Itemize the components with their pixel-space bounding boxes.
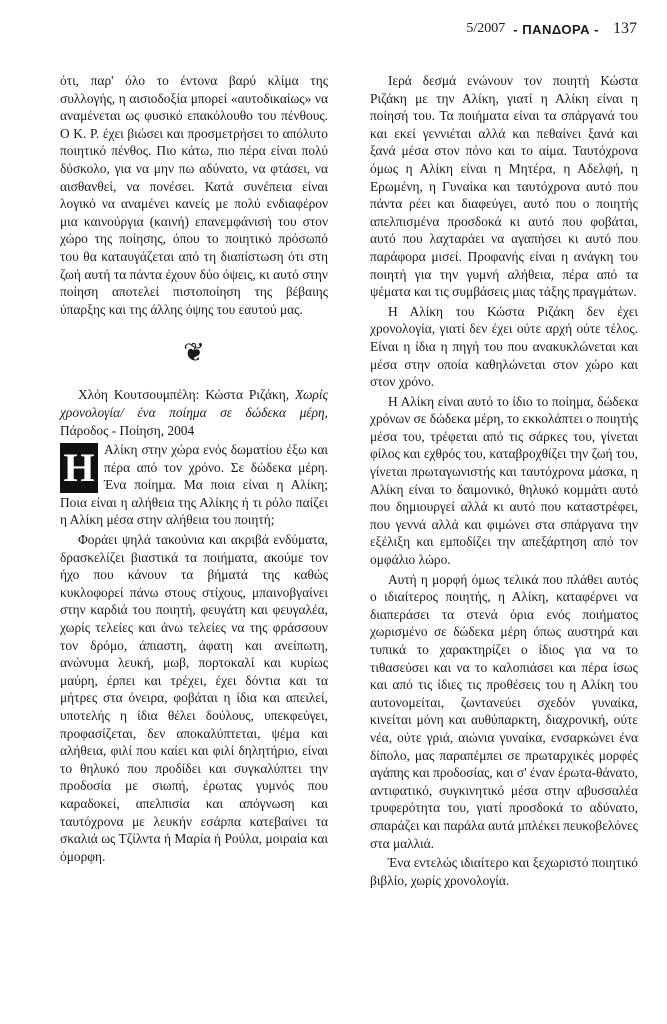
ref-title: Χωρίς χρονολογία/ ένα ποίημα σε δώδεκα μέρη, [60,387,328,420]
paragraph: ότι, παρ' όλο το έντονα βαρύ κλίμα της συλλογής, η αισιοδοξία μπορεί «αυτοδικαίως» να αναμένεται ως φυσικό επακόλουθο του πένθους. Ο Κ. Ρ. έχει βιώσει και προσμετρήσει το απόλυτο ποιητικό πένθος. Πιο κάτω, πιο πέρα είναι πολύ δύσκολο, για να μην πω αδύνατο, να φτάσει, να αισθανθεί, να πονέσει. Κατά συνέπεια είναι λογικό να αναμένει κανείς με πολύ ενδιαφέρον μια καινούργια (καινή) επανεμφάνισή του στον χώρο της ποίησης, όπου το ποιητικό πρόσωπό του θα καταυγάζεται από τη διαπίστωση ότι στη ζωή αυτή τα πάντα έχουν δύο όψεις, κι αυτό στην ποίηση αποτελεί πιστοποίηση της βέβαιης ύπαρξης και της άλλης όψης του εαυτού μας. [60,73,328,317]
page-number: 137 [613,20,637,37]
drop-cap: Η [60,443,98,493]
paragraph: Η Αλίκη είναι αυτό το ίδιο το ποίημα, δώδεκα χρόνων σε δώδεκα μέρη, το εκκολάπτει ο ποιητής μέσα του, τρέφεται από τις σάρκες του, γίνεται φίλος και εχθρός του, καταβροχθίζει την ζωή του, γίνεται πρωταγωνιστής και ταυτόχρονα μάσκα, η Αλίκη είναι το δαιμονικό, θηλυκό κομμάτι αυτό που δημιουργεί αλλά κι αυτό που καταστρέφει, που γεννά αλλά και φιμώνει στα σπάργανα την εξέλιξη και εμποδίζει την απεξάρτηση από τον ομφάλιο λώρο. [370,393,638,568]
ref-author: Χλόη Κουτσουμπέλη: Κώστα Ριζάκη, [78,387,290,403]
paragraph [60,441,328,529]
paragraph: Φοράει ψηλά τακούνια και ακριβά ενδύματα, δρασκελίζει βιαστικά τα ποιήματα, ακούμε τον ήχο που κάνουν τα βήματά της καθώς κυκλοφορεί πάνω στους στίχους, μπαινοβγαίνει στην καρδιά του ποιητή, φευγάτη και φευγαλέα, χωρίς τελείες και άνω τελείες να της φράσσουν τον δρόμο, άπιαστη, άφατη και ανείπωτη, ανώνυμα λευκή, μωβ, πορτοκαλί και κυρίως μαύρη, έρπει και τρέχει, έχει δόντια και τα μήτρες στα όνειρα, φοβάται η ίδια και απειλεί, υποτελής η ίδια θέλει δούλους, υπεκφεύγει, προφασίζεται, δεν αποκαλύπτεται, ψέμα και αλήθεια, φιλί που καίει και φιλί δηλητήριο, είναι το θηλυκό που προδίδει και συγκαλύπτει την προδοσία με σιωπή, έρωτας γυμνός που καραδοκεί, απελπισία και απόγνωση και ταυτόχρονα με λευκήν εσάρπα κατεβαίνει τα σκαλιά ως Τζίλντα ή Μαρία ή Ρούλα, μοιραία και όμορφη. [60,532,328,864]
left-column [60,72,328,865]
ornament-icon: ❦ [183,338,205,368]
right-column [370,72,638,889]
paragraph-text: Αλίκη στην χώρα ενός δωματίου έξω και πέρα από τον χρόνο. Σε δώδεκα μέρη. Ένα ποίημα. Μα ποια είναι η Αλίκη; Ποια είναι η αλήθεια της Αλίκης ή τι ρόλο παίζει η Αλίκη μέσα στην αλήθεια του ποιητή; [60,442,328,528]
paragraph: Ιερά δεσμά ενώνουν τον ποιητή Κώστα Ριζάκη με την Αλίκη, γιατί η Αλίκη είναι η ποίησή του. Τα ποιήματα είναι τα σπάργανά του και εκεί γεννιέται αλλά και πεθαίνει ξανά και ξανά μέσα στον πόνο και το αίμα. Ταυτόχρονα όμως η Αλίκη είναι η Μητέρα, η Αδελφή, η Ερωμένη, η Γυναίκα και ταυτόχρονα αυτό που πάντα ρέει και διαφεύγει, αυτό που ο ποιητής απελπισμένα προσδοκά κι αυτό που φοβάται, αυτό που λαχταράει να αγαπήσει κι αυτό που παράφορα μισεί. Προφανής είναι η ανάγκη του ποιητή για την γυμνή αλήθεια, πέρα από τα ψέματα και τις συμβάσεις μιας τάξης πραγμάτων. [370,73,638,300]
paragraph: Η Αλίκη του Κώστα Ριζάκη δεν έχει χρονολογία, γιατί δεν έχει ούτε αρχή ούτε τέλος. Είναι η ίδια η πηγή του που ανακυκλώνεται και μέσα στην οποία καθηλώνεται στον χώρο και στον χρόνο. [370,303,638,390]
review-reference [60,386,328,439]
magazine-name: - ΠΑΝΔΟΡΑ - [513,21,599,37]
ref-publisher: Πάροδος - Ποίηση, 2004 [60,422,195,438]
issue-number: 5/2007 [466,21,506,36]
paragraph: Αυτή η μορφή όμως τελικά που πλάθει αυτός ο ιδιαίτερος ποιητής, η Αλίκη, καταφέρνει να διαπεράσει τα στενά όρια ενός ποιήματος χωρισμένο σε δώδεκα μέρη όπως αυστηρά και τυπικά το χαρακτηρίζει ο ίδιος για να το τιθασεύσει και να το καλοπιάσει και πέρα ίσως και από τις ίδιες τις προθέσεις του η Αλίκη του αυτονομείται, ζωντανεύει σχεδόν γυναίκα, κινείται μόνη και αυθύπαρκτη, διαχρονική, ούτε νέα, ούτε γριά, αιώνια γυναίκα, ενσαρκώνει ένα δίπολο, μας παραπέμπει σε πρωταρχικές μορφές αγάπης και προδοσίας, και σ' έναν έρωτα-θάνατο, αντιφατικό, συγκινητικό μέσα στην αβυσσαλέα τρυφερότητα του, γιατί προσδοκά το αδύνατο, σπαράζει και παράλα αυτά μπλέκει πευκοβελόνες στα μαλλιά. [370,571,638,851]
paragraph: Ένα εντελώς ιδιαίτερο και ξεχωριστό ποιητικό βιβλίο, χωρίς χρονολογία. [370,855,638,888]
page-header [466,20,637,38]
